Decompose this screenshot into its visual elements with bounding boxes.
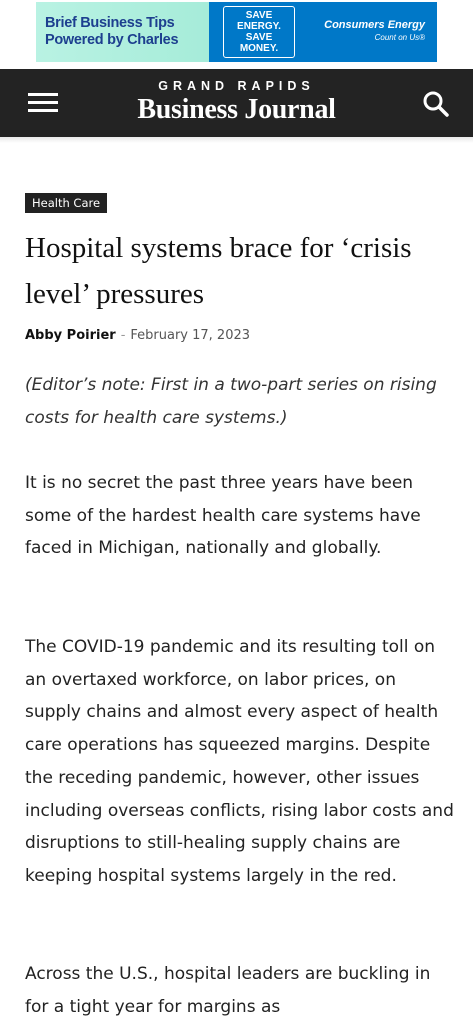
category-tag[interactable]: Health Care (25, 193, 107, 213)
menu-bar (28, 109, 58, 112)
byline-separator: - (120, 328, 126, 343)
byline (25, 327, 250, 345)
ad-left-line2: Powered by Charles (45, 32, 179, 48)
ad-banner-area (0, 0, 473, 68)
site-logo[interactable] (100, 79, 373, 127)
header-shadow (0, 137, 473, 143)
menu-bar (28, 101, 58, 104)
ad-save-energy-box (223, 6, 295, 58)
ad-save-line2: SAVE MONEY. (239, 32, 279, 54)
article-paragraph: The COVID-19 pandemic and its resulting toll on an overtaxed workforce, on labor prices, on supply chains and almost every aspect of health care operations has squeezed margins. Despite the receding pandemic, however, other issues including overseas conflicts, rising labor costs and disruptions to still-healing supply chains are keeping hospital systems largely in the red. (25, 637, 454, 886)
article-title: Hospital systems brace for ‘crisis level’ pressures (25, 232, 412, 310)
ad-brand-name: Consumers Energy (324, 19, 425, 31)
ad-left-panel (36, 2, 209, 62)
ad-brand-tagline: Count on Us® (374, 33, 425, 42)
menu-bar (28, 93, 58, 96)
search-icon[interactable] (422, 90, 450, 118)
ad-save-line1: SAVE ENERGY. (237, 10, 281, 32)
hamburger-menu-icon[interactable] (28, 93, 58, 113)
article-paragraph: Across the U.S., hospital leaders are buckling in for a tight year for margins as (25, 964, 431, 1017)
publish-date: February 17, 2023 (130, 328, 251, 343)
editor-note: (Editor’s note: First in a two-part series on rising costs for health care systems.) (25, 375, 437, 428)
article-paragraph: It is no secret the past three years have been some of the hardest health care systems have faced in Michigan, nationally and globally. (25, 473, 421, 559)
logo-top-text: GRAND RAPIDS (158, 79, 315, 93)
author-link[interactable]: Abby Poirier (25, 328, 116, 343)
ad-brand-logo (324, 19, 425, 42)
site-header (0, 69, 473, 137)
logo-main-text: Business Journal (137, 94, 336, 125)
ad-left-line1: Brief Business Tips (45, 15, 175, 31)
ad-banner[interactable] (36, 2, 437, 62)
ad-right-panel (209, 2, 437, 62)
